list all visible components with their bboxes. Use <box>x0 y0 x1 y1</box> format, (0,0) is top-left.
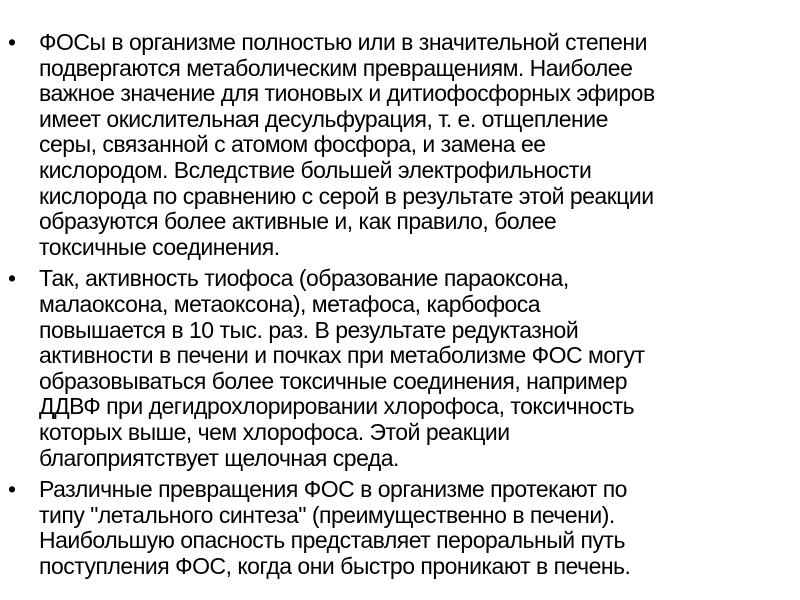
bullet-text: Так, активность тиофоса (образование параоксона, малаоксона, метаоксона), метафоса, карбофоса повышается в 10 тыс. раз. В результате редуктазной активности в печени и почках при метаболизме ФОС могут образовываться более токсичные соединения, например ДДВФ при дегидрохлорировании хлорофоса, токсичность которых выше, чем хлорофоса. Этой реакции благоприятствует щелочная среда. <box>39 265 645 471</box>
bullet-text: ФОСы в организме полностью или в значительной степени подвергаются метаболическим превращениям. Наиболее важное значение для тионовых и дитиофосфорных эфиров имеет окислительная десульфурация, т. е. отщепление серы, связанной с атомом фосфора, и замена ее кислородом. Вследствие большей электрофильности кислорода по сравнению с серой в результате этой реакции образуются более активные и, как правило, более токсичные соединения. <box>39 29 655 260</box>
bullet-list <box>0 30 800 585</box>
bullet-marker: • <box>8 29 16 55</box>
bullet-item <box>0 30 800 260</box>
bullet-marker: • <box>8 476 16 503</box>
bullet-text: Различные превращения ФОС в организме протекают по типу "летального синтеза" (преимущественно в печени). Наибольшую опасность представляет пероральный путь поступления ФОС, когда они быстро проникают в печень. <box>39 476 631 579</box>
bullet-item <box>0 266 800 471</box>
bullet-marker: • <box>8 265 16 292</box>
bullet-item <box>0 477 800 579</box>
